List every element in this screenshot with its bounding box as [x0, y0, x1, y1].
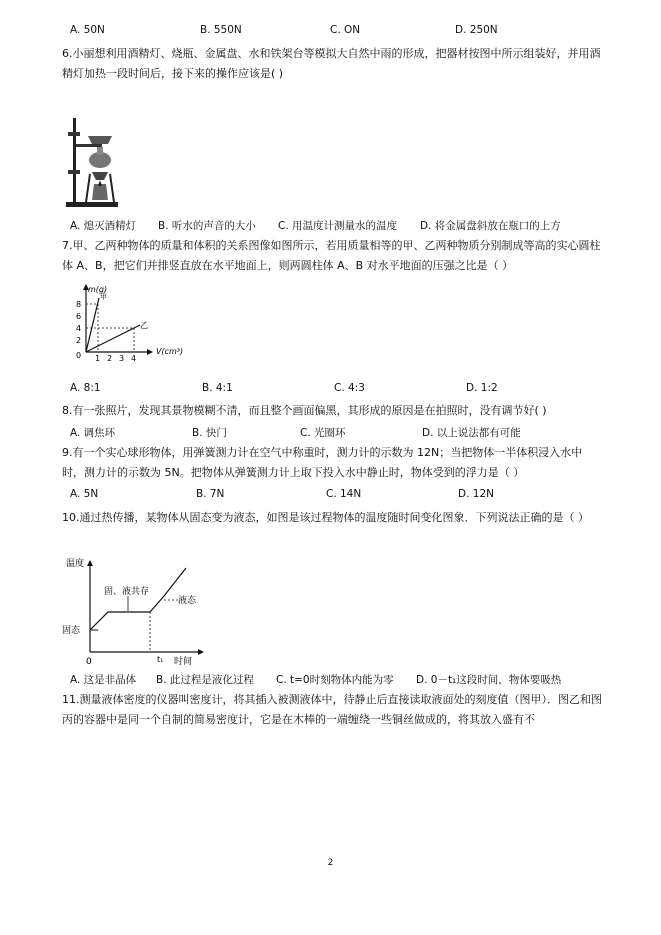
q10-coexist-label: 固、液共存 — [104, 587, 150, 597]
q9-option-c: C. 14N — [326, 488, 362, 500]
q8-option-c: C. 光圈环 — [300, 427, 346, 439]
q8-option-d: D. 以上说法都有可能 — [422, 427, 521, 439]
q10-xlabel: 时间 — [174, 657, 193, 667]
q7-origin: 0 — [76, 351, 82, 360]
q7-xtick: 3 — [119, 354, 125, 362]
q9-option-a: A. 5N — [70, 488, 99, 500]
q10-solid-label: 固态 — [62, 626, 81, 636]
q7-mass-volume-graph — [64, 282, 194, 362]
q10-ylabel: 温度 — [66, 559, 85, 569]
q5-option-b: B. 550N — [200, 24, 242, 36]
q5-option-c: C. ON — [330, 24, 361, 36]
q10-option-c: C. t=0时刻物体内能为零 — [276, 674, 394, 686]
q8-option-a: A. 调焦环 — [70, 427, 116, 439]
apparatus-illustration — [64, 114, 120, 210]
q6-option-d: D. 将金属盘斜放在瓶口的上方 — [420, 220, 561, 232]
q7-ytick: 2 — [76, 336, 82, 345]
q7-ytick: 8 — [76, 300, 82, 309]
q6-option-a: A. 熄灭酒精灯 — [70, 220, 137, 232]
q7-xlabel: V(cm³) — [156, 347, 184, 356]
q9-option-b: B. 7N — [196, 488, 225, 500]
q7-xtick: 4 — [131, 354, 137, 362]
q9-option-d: D. 12N — [458, 488, 494, 500]
q7-xtick: 2 — [107, 354, 113, 362]
q7-ytick: 4 — [76, 324, 82, 333]
q6-apparatus-figure — [64, 114, 120, 210]
q5-option-a: A. 50N — [70, 24, 105, 36]
q6-option-c: C. 用温度计测量水的温度 — [278, 220, 398, 232]
q7-option-a: A. 8:1 — [70, 382, 101, 394]
q10-t1-label: t₁ — [157, 655, 164, 664]
q7-option-b: B. 4:1 — [202, 382, 233, 394]
q7-option-d: D. 1:2 — [466, 382, 498, 394]
q7-ylabel: m(g) — [88, 285, 108, 294]
q10-liquid-label: 液态 — [178, 596, 197, 606]
q7-ytick: 6 — [76, 312, 82, 321]
q10-option-a: A. 这是非晶体 — [70, 674, 137, 686]
q7-xtick: 1 — [95, 354, 101, 362]
q8-stem: 8.有一张照片，发现其景物模糊不清，而且整个画面偏黑，其形成的原因是在拍照时，没有调节好( ) — [62, 404, 547, 417]
q9-stem: 9.有一个实心球形物体，用弹簧测力计在空气中称重时，测力计的示数为 12N；当把物体一半体积浸入水中时，测力计的示数为 5N。把物体从弹簧测力计上取下投入水中静止时，物体受到的浮力是（ ） — [62, 446, 583, 479]
q6-option-b: B. 听水的声音的大小 — [158, 220, 256, 232]
q11-stem: 11.测量液体密度的仪器叫密度计，将其插入被测液体中，待静止后直接读取液面处的刻度值（图甲）．图乙和图丙的容器中是同一个自制的简易密度计，它是在木棒的一端缠绕一些铜丝做成的，将其放入盛有不 — [62, 693, 602, 726]
q7-option-c: C. 4:3 — [334, 382, 365, 394]
q10-stem: 10.通过热传播，某物体从固态变为液态，如图是该过程物体的温度随时间变化图象．下列说法正确的是（ ） — [62, 511, 589, 524]
q7-series-yi: 乙 — [140, 321, 148, 330]
q7-series-jia: 甲 — [100, 293, 107, 301]
q6-stem: 6.小丽想利用酒精灯、烧瓶、金属盘、水和铁架台等模拟大自然中雨的形成，把器材按图中所示组装好，并用酒精灯加热一段时间后，接下来的操作应该是( ) — [62, 47, 601, 80]
page-number: 2 — [327, 858, 334, 868]
q7-stem: 7.甲、乙两种物体的质量和体积的关系图像如图所示，若用质量相等的甲、乙两种物质分别制成等高的实心圆柱体 A、B，把它们并排竖直放在水平地面上，则两圆柱体 A、B 对水平地面的压强之比是（ ） — [62, 239, 601, 272]
q10-origin: 0 — [86, 657, 92, 667]
q10-option-d: D. 0－t₁这段时间，物体要吸热 — [416, 674, 562, 686]
q5-option-d: D. 250N — [455, 24, 498, 36]
q8-option-b: B. 快门 — [192, 427, 227, 439]
q10-temperature-time-graph — [62, 552, 212, 670]
q10-option-b: B. 此过程是液化过程 — [156, 674, 254, 686]
